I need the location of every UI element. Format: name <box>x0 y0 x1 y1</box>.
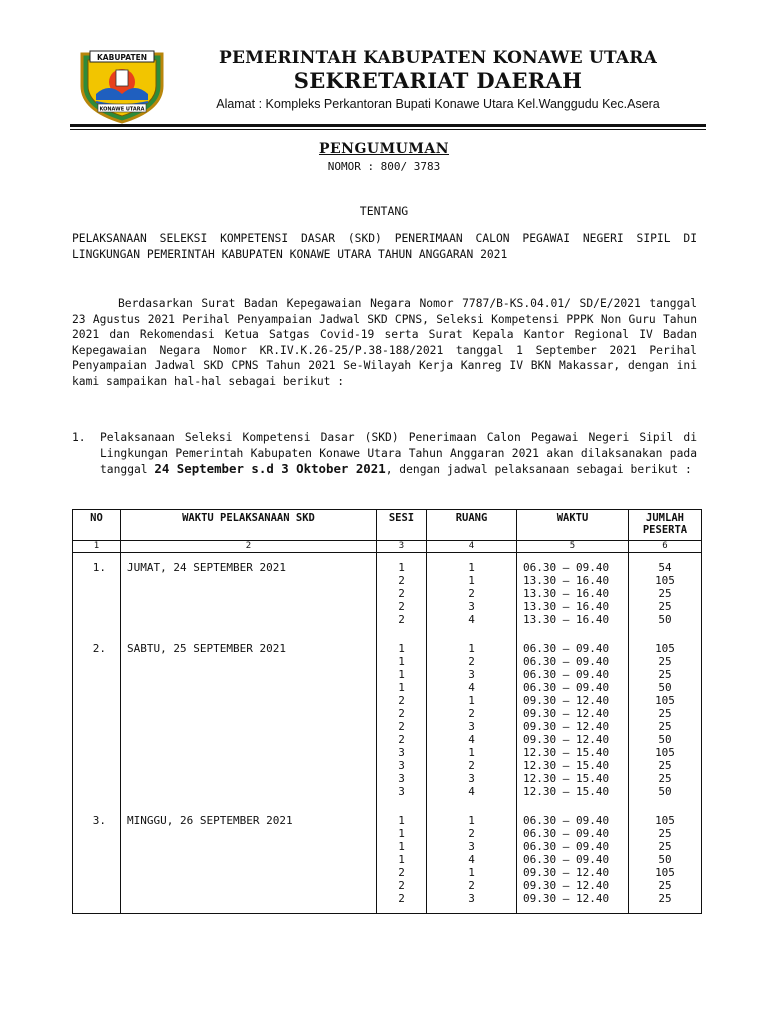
participants-value: 25 <box>658 879 672 892</box>
participants-value: 50 <box>658 733 672 746</box>
document-number: NOMOR : 800/ 3783 <box>327 160 441 173</box>
time-value: 06.30 – 09.40 <box>523 681 610 694</box>
room-value: 4 <box>468 681 475 694</box>
row-number: 1. <box>73 553 121 635</box>
row-peserta-list <box>629 553 702 635</box>
room-value: 2 <box>468 759 475 772</box>
room-value: 4 <box>468 785 475 798</box>
participants-value: 105 <box>655 814 675 827</box>
document-about-label: TENTANG <box>359 204 409 218</box>
participants-value: 50 <box>658 853 672 866</box>
room-value: 2 <box>468 827 475 840</box>
time-value: 09.30 – 12.40 <box>523 892 610 905</box>
session-value: 1 <box>398 668 405 681</box>
time-value: 06.30 – 09.40 <box>523 840 610 853</box>
session-value: 1 <box>398 853 405 866</box>
time-value: 12.30 – 15.40 <box>523 746 610 759</box>
time-value: 06.30 – 09.40 <box>523 814 610 827</box>
session-value: 2 <box>398 879 405 892</box>
room-value: 1 <box>468 561 475 574</box>
time-value: 06.30 – 09.40 <box>523 853 610 866</box>
schedule-table <box>72 509 702 914</box>
col-header-no: NO <box>73 510 121 541</box>
room-value: 2 <box>468 587 475 600</box>
time-value: 09.30 – 12.40 <box>523 707 610 720</box>
room-value: 1 <box>468 642 475 655</box>
session-value: 2 <box>398 866 405 879</box>
time-value: 13.30 – 16.40 <box>523 600 610 613</box>
row-schedule-day: MINGGU, 26 SEPTEMBER 2021 <box>121 806 377 914</box>
document-subject: PELAKSANAAN SELEKSI KOMPETENSI DASAR (SKD) PENERIMAAN CALON PEGAWAI NEGERI SIPIL DI LINGKUNGAN PEMERINTAH KABUPATEN KONAWE UTARA TAHUN ANGGARAN 2021 <box>72 232 697 261</box>
participants-value: 25 <box>658 759 672 772</box>
letterhead-office-name: SEKRETARIAT DAERAH <box>293 68 583 93</box>
participants-value: 25 <box>658 600 672 613</box>
room-value: 1 <box>468 694 475 707</box>
row-waktu-list <box>517 806 629 914</box>
time-value: 13.30 – 16.40 <box>523 587 610 600</box>
letterhead-government-name: PEMERINTAH KABUPATEN KONAWE UTARA <box>219 48 657 68</box>
col-index: 2 <box>121 541 377 553</box>
participants-value: 25 <box>658 840 672 853</box>
participants-value: 25 <box>658 827 672 840</box>
letterhead-address: Alamat : Kompleks Perkantoran Bupati Konawe Utara Kel.Wanggudu Kec.Asera <box>216 97 660 111</box>
participants-value: 105 <box>655 866 675 879</box>
room-value: 3 <box>468 840 475 853</box>
time-value: 06.30 – 09.40 <box>523 668 610 681</box>
row-sesi-list <box>377 553 427 635</box>
col-index: 3 <box>377 541 427 553</box>
time-value: 06.30 – 09.40 <box>523 827 610 840</box>
list-item-number: 1. <box>72 431 86 444</box>
row-sesi-list <box>377 634 427 806</box>
col-header-participants: JUMLAH PESERTA <box>629 510 702 541</box>
opening-paragraph: Berdasarkan Surat Badan Kepegawaian Negara Nomor 7787/B-KS.04.01/ SD/E/2021 tanggal 23 Agustus 2021 Perihal Penyampaian Jadwal SKD CPNS, Seleksi Kompetensi PPPK Non Guru Tahun 2021 dan Rekomendasi Ketua Satgas Covid-19 serta Surat Kepala Kantor Regional IV Badan Kepegawaian Negara Nomor KR.IV.K.26-25/P.38-188/2021 tanggal 1 September 2021 Perihal Penyampaian Jadwal SKD CPNS Tahun 2021 Se-Wilayah Kerja Kanreg IV BKN Makassar, dengan ini kami sampaikan hal-hal sebagai berikut : <box>72 297 697 388</box>
time-value: 13.30 – 16.40 <box>523 574 610 587</box>
row-schedule-day: SABTU, 25 SEPTEMBER 2021 <box>121 634 377 806</box>
participants-value: 105 <box>655 694 675 707</box>
row-sesi-list <box>377 806 427 914</box>
room-value: 2 <box>468 879 475 892</box>
session-value: 2 <box>398 600 405 613</box>
participants-value: 25 <box>658 772 672 785</box>
table-row <box>73 634 702 806</box>
time-value: 09.30 – 12.40 <box>523 733 610 746</box>
participants-value: 105 <box>655 574 675 587</box>
room-value: 1 <box>468 574 475 587</box>
participants-value: 105 <box>655 642 675 655</box>
participants-value: 25 <box>658 720 672 733</box>
table-header-row <box>73 510 702 541</box>
col-header-time: WAKTU <box>517 510 629 541</box>
session-value: 1 <box>398 655 405 668</box>
col-index: 6 <box>629 541 702 553</box>
session-value: 1 <box>398 840 405 853</box>
session-value: 3 <box>398 785 405 798</box>
room-value: 3 <box>468 600 475 613</box>
list-item-text-start: Pelaksanaan Seleksi Kompetensi Dasar (SKD) Penerimaan Calon Pegawai Negeri Sipil di Lingkungan Pemerintah Kabupaten Konawe Utara Tahun Anggaran 2021 akan dilaksanakan pada tanggal <box>100 431 697 477</box>
row-ruang-list <box>427 634 517 806</box>
session-value: 2 <box>398 694 405 707</box>
logo-bottom-text: KONAWE UTARA <box>99 106 145 113</box>
time-value: 09.30 – 12.40 <box>523 694 610 707</box>
row-peserta-list <box>629 634 702 806</box>
session-value: 1 <box>398 814 405 827</box>
room-value: 3 <box>468 892 475 905</box>
schedule-table-body <box>73 553 702 914</box>
session-value: 1 <box>398 681 405 694</box>
logo-top-text: KABUPATEN <box>97 53 147 62</box>
time-value: 09.30 – 12.40 <box>523 879 610 892</box>
col-index: 5 <box>517 541 629 553</box>
session-value: 1 <box>398 561 405 574</box>
row-number: 3. <box>73 806 121 914</box>
room-value: 3 <box>468 720 475 733</box>
room-value: 2 <box>468 655 475 668</box>
time-value: 12.30 – 15.40 <box>523 785 610 798</box>
time-value: 06.30 – 09.40 <box>523 561 610 574</box>
room-value: 4 <box>468 853 475 866</box>
participants-value: 25 <box>658 668 672 681</box>
participants-value: 25 <box>658 892 672 905</box>
participants-value: 50 <box>658 785 672 798</box>
session-value: 3 <box>398 746 405 759</box>
participants-value: 54 <box>658 561 672 574</box>
session-value: 2 <box>398 707 405 720</box>
time-value: 12.30 – 15.40 <box>523 772 610 785</box>
table-row <box>73 553 702 635</box>
time-value: 13.30 – 16.40 <box>523 613 610 626</box>
participants-value: 25 <box>658 587 672 600</box>
session-value: 2 <box>398 892 405 905</box>
list-item-text <box>100 430 697 478</box>
col-index: 4 <box>427 541 517 553</box>
row-schedule-day: JUMAT, 24 SEPTEMBER 2021 <box>121 553 377 635</box>
time-value: 09.30 – 12.40 <box>523 866 610 879</box>
time-value: 06.30 – 09.40 <box>523 655 610 668</box>
session-value: 3 <box>398 759 405 772</box>
row-peserta-list <box>629 806 702 914</box>
room-value: 2 <box>468 707 475 720</box>
session-value: 3 <box>398 772 405 785</box>
room-value: 1 <box>468 746 475 759</box>
session-value: 2 <box>398 613 405 626</box>
schedule-date-range: 24 September s.d 3 Oktober 2021 <box>154 461 386 477</box>
list-item-text-end: , dengan jadwal pelaksanaan sebagai berikut : <box>385 463 692 477</box>
time-value: 12.30 – 15.40 <box>523 759 610 772</box>
time-value: 09.30 – 12.40 <box>523 720 610 733</box>
col-index: 1 <box>73 541 121 553</box>
room-value: 4 <box>468 613 475 626</box>
row-number: 2. <box>73 634 121 806</box>
session-value: 2 <box>398 733 405 746</box>
session-value: 2 <box>398 587 405 600</box>
row-ruang-list <box>427 553 517 635</box>
regency-emblem-logo <box>76 46 168 124</box>
letterhead-divider-thin <box>70 129 706 130</box>
session-value: 2 <box>398 574 405 587</box>
table-column-index-row <box>73 541 702 553</box>
participants-value: 105 <box>655 746 675 759</box>
col-header-schedule: WAKTU PELAKSANAAN SKD <box>121 510 377 541</box>
room-value: 3 <box>468 668 475 681</box>
room-value: 3 <box>468 772 475 785</box>
session-value: 2 <box>398 720 405 733</box>
document-title: PENGUMUMAN <box>318 141 450 157</box>
participants-value: 25 <box>658 655 672 668</box>
table-row <box>73 806 702 914</box>
time-value: 06.30 – 09.40 <box>523 642 610 655</box>
session-value: 1 <box>398 642 405 655</box>
row-waktu-list <box>517 553 629 635</box>
room-value: 1 <box>468 814 475 827</box>
session-value: 1 <box>398 827 405 840</box>
letterhead-divider-thick <box>70 124 706 127</box>
row-ruang-list <box>427 806 517 914</box>
participants-value: 50 <box>658 681 672 694</box>
room-value: 1 <box>468 866 475 879</box>
room-value: 4 <box>468 733 475 746</box>
col-header-session: SESI <box>377 510 427 541</box>
col-header-room: RUANG <box>427 510 517 541</box>
participants-value: 25 <box>658 707 672 720</box>
row-waktu-list <box>517 634 629 806</box>
participants-value: 50 <box>658 613 672 626</box>
